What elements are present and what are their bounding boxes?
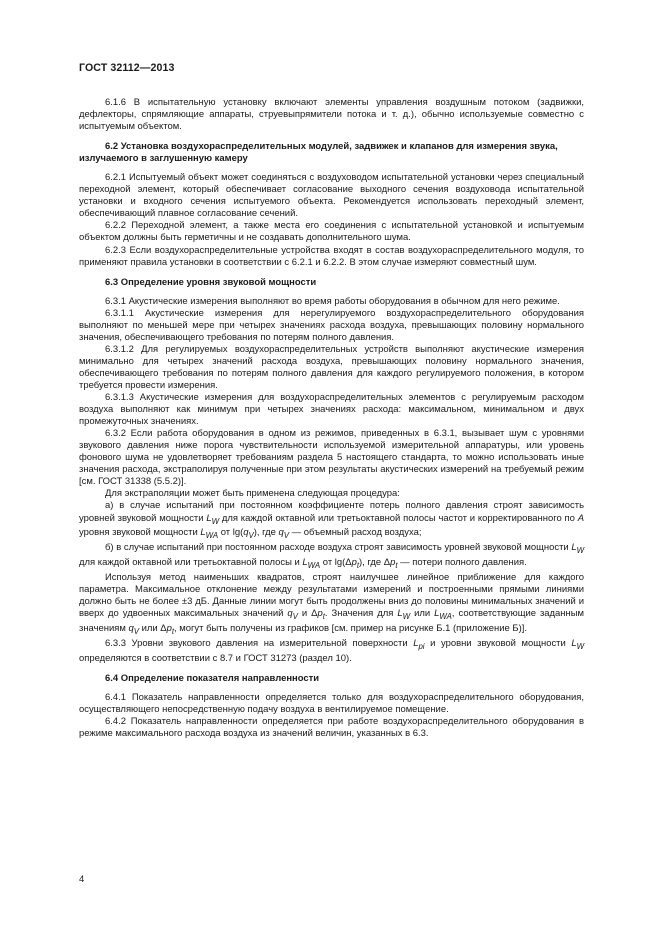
paragraph-6-4-1: 6.4.1 Показатель направленности определяется только для воздухораспределительного оборудования, осуществляющего непосредственную подачу воздуха в вентилируемое помещение. xyxy=(79,692,584,716)
paragraph-6-3-2: 6.3.2 Если работа оборудования в одном из режимов, приведенных в 6.3.1, вызывает шум с уровнями звукового давления ниже порога чувствительности используемой измерительной аппаратуры, или уровень фонового шума не удовлетворяет требованиям раздела 5 настоящего стандарта, то можно использовать иные значения расхода, экстраполируя полученные при этом результаты акустических измерений на требуемый режим [см. ГОСТ 31338 (5.5.2)]. xyxy=(79,428,584,488)
paragraph-extrapolation: Для экстраполяции может быть применена следующая процедура: xyxy=(105,488,400,500)
paragraph-6-3-3: 6.3.3 Уровни звукового давления на измерительной поверхности $L_{pi}$ и уровни звуковой мощности $L_W$ определяются в соответствии с 8.7 и ГОСТ 31273 (раздел 10). xyxy=(79,638,584,665)
page-number: 4 xyxy=(79,874,85,885)
section-heading-6-3: 6.3 Определение уровня звуковой мощности xyxy=(105,276,317,288)
paragraph-item-b: б) в случае испытаний при постоянном расходе воздуха строят зависимость уровней звуковой мощности $L_W$ для каждой октавной или третьоктавной полосы и $L_{WA}$ от $\lg(\Delta p_t)$, где $\Delta p_t$ — потери полного давления. xyxy=(79,542,584,571)
section-heading-6-2: 6.2 Установка воздухораспределительных модулей, задвижек и клапанов для измерения звука, излучаемого в заглушенную камеру xyxy=(79,141,558,165)
section-heading-6-4: 6.4 Определение показателя направленности xyxy=(105,673,320,685)
paragraph-6-2-1: 6.2.1 Испытуемый объект может соединяться с воздуховодом испытательной установки через специальный переходной элемент, который обеспечивает согласование выходного сечения воздуховода испытательной установки и входного сечения испытуемого объекта. Рекомендуется использовать переходный элемент, обеспечивающий плавное согласование сечений. xyxy=(79,172,584,220)
paragraph-6-1-6: 6.1.6 В испытательную установку включают элементы управления воздушным потоком (задвижки, дефлекторы, спрямляющие аппараты, струевыпрямители потока и т. д.), обычно используемые совместно с испытуемым объектом. xyxy=(79,97,584,133)
paragraph-6-3-1-2: 6.3.1.2 Для регулируемых воздухораспределительных устройств выполняют акустические измерения минимально для четырех значений расхода воздуха, превышающих половину нормального значения, обеспечивающего требования по потерям полного давления для каждого регулируемого положения, в котором требуется провести измерения. xyxy=(79,343,584,391)
paragraph-6-3-1-3: 6.3.1.3 Акустические измерения для воздухораспределительных элементов с регулируемым расходом воздуха выполняют как минимум при четырех значениях расхода: максимальном, минимальном и двух промежуточных значениях. xyxy=(79,392,584,428)
document-body xyxy=(79,97,584,740)
paragraph-6-3-1: 6.3.1 Акустические измерения выполняют во время работы оборудования в обычном для него режиме. xyxy=(105,295,560,307)
paragraph-least-squares: Используя метод наименьших квадратов, строят наилучшее линейное приближение для каждого параметра. Максимальное отклонение между результатами измерений и построенными прямыми линиями должно быть не более ±3 дБ. Данные линии могут быть продолжены вниз до половины минимальных значений и вверх до удвоенных максимальных значений $q_V$ и $\Delta p_t$. Значения для $L_W$ или $L_{WA}$, соответствующие заданным значениям $q_V$ или $\Delta p_t$, могут быть получены из графиков [см. пример на рисунке Б.1 (приложение Б)]. xyxy=(79,572,585,637)
paragraph-6-2-3: 6.2.3 Если воздухораспределительные устройства входят в состав воздухораспределительного модуля, то применяют правила установки в соответствии с 6.2.1 и 6.2.2. В этом случае измеряют совместный шум. xyxy=(79,244,584,268)
paragraph-6-3-1-1: 6.3.1.1 Акустические измерения для нерегулируемого воздухораспределительного оборудования выполняют по меньшей мере при четырех значениях расхода воздуха, превышающих половину нормального значения, обеспечивающего требования по потерям полного давления. xyxy=(79,307,584,343)
paragraph-item-a: а) в случае испытаний при постоянном коэффициенте потерь полного давления строят зависимость уровней звуковой мощности $L_W$ для каждой октавной или третьоктавной полосы частот и корректированного по A уровня звуковой мощности $L_{WA}$ от $\lg(q_V)$, где $q_V$ — объемный расход воздуха; xyxy=(79,500,584,541)
paragraph-6-2-2: 6.2.2 Переходной элемент, а также места его соединения с испытательной установкой и испытуемым объектом должны быть герметичны и не создавать дополнительного шума. xyxy=(79,220,584,244)
document-header: ГОСТ 32112—2013 xyxy=(79,62,175,74)
paragraph-6-4-2: 6.4.2 Показатель направленности определяется при работе воздухораспределительного оборудования в режиме максимального расхода воздуха из значений величин, указанных в 6.3. xyxy=(79,716,584,740)
